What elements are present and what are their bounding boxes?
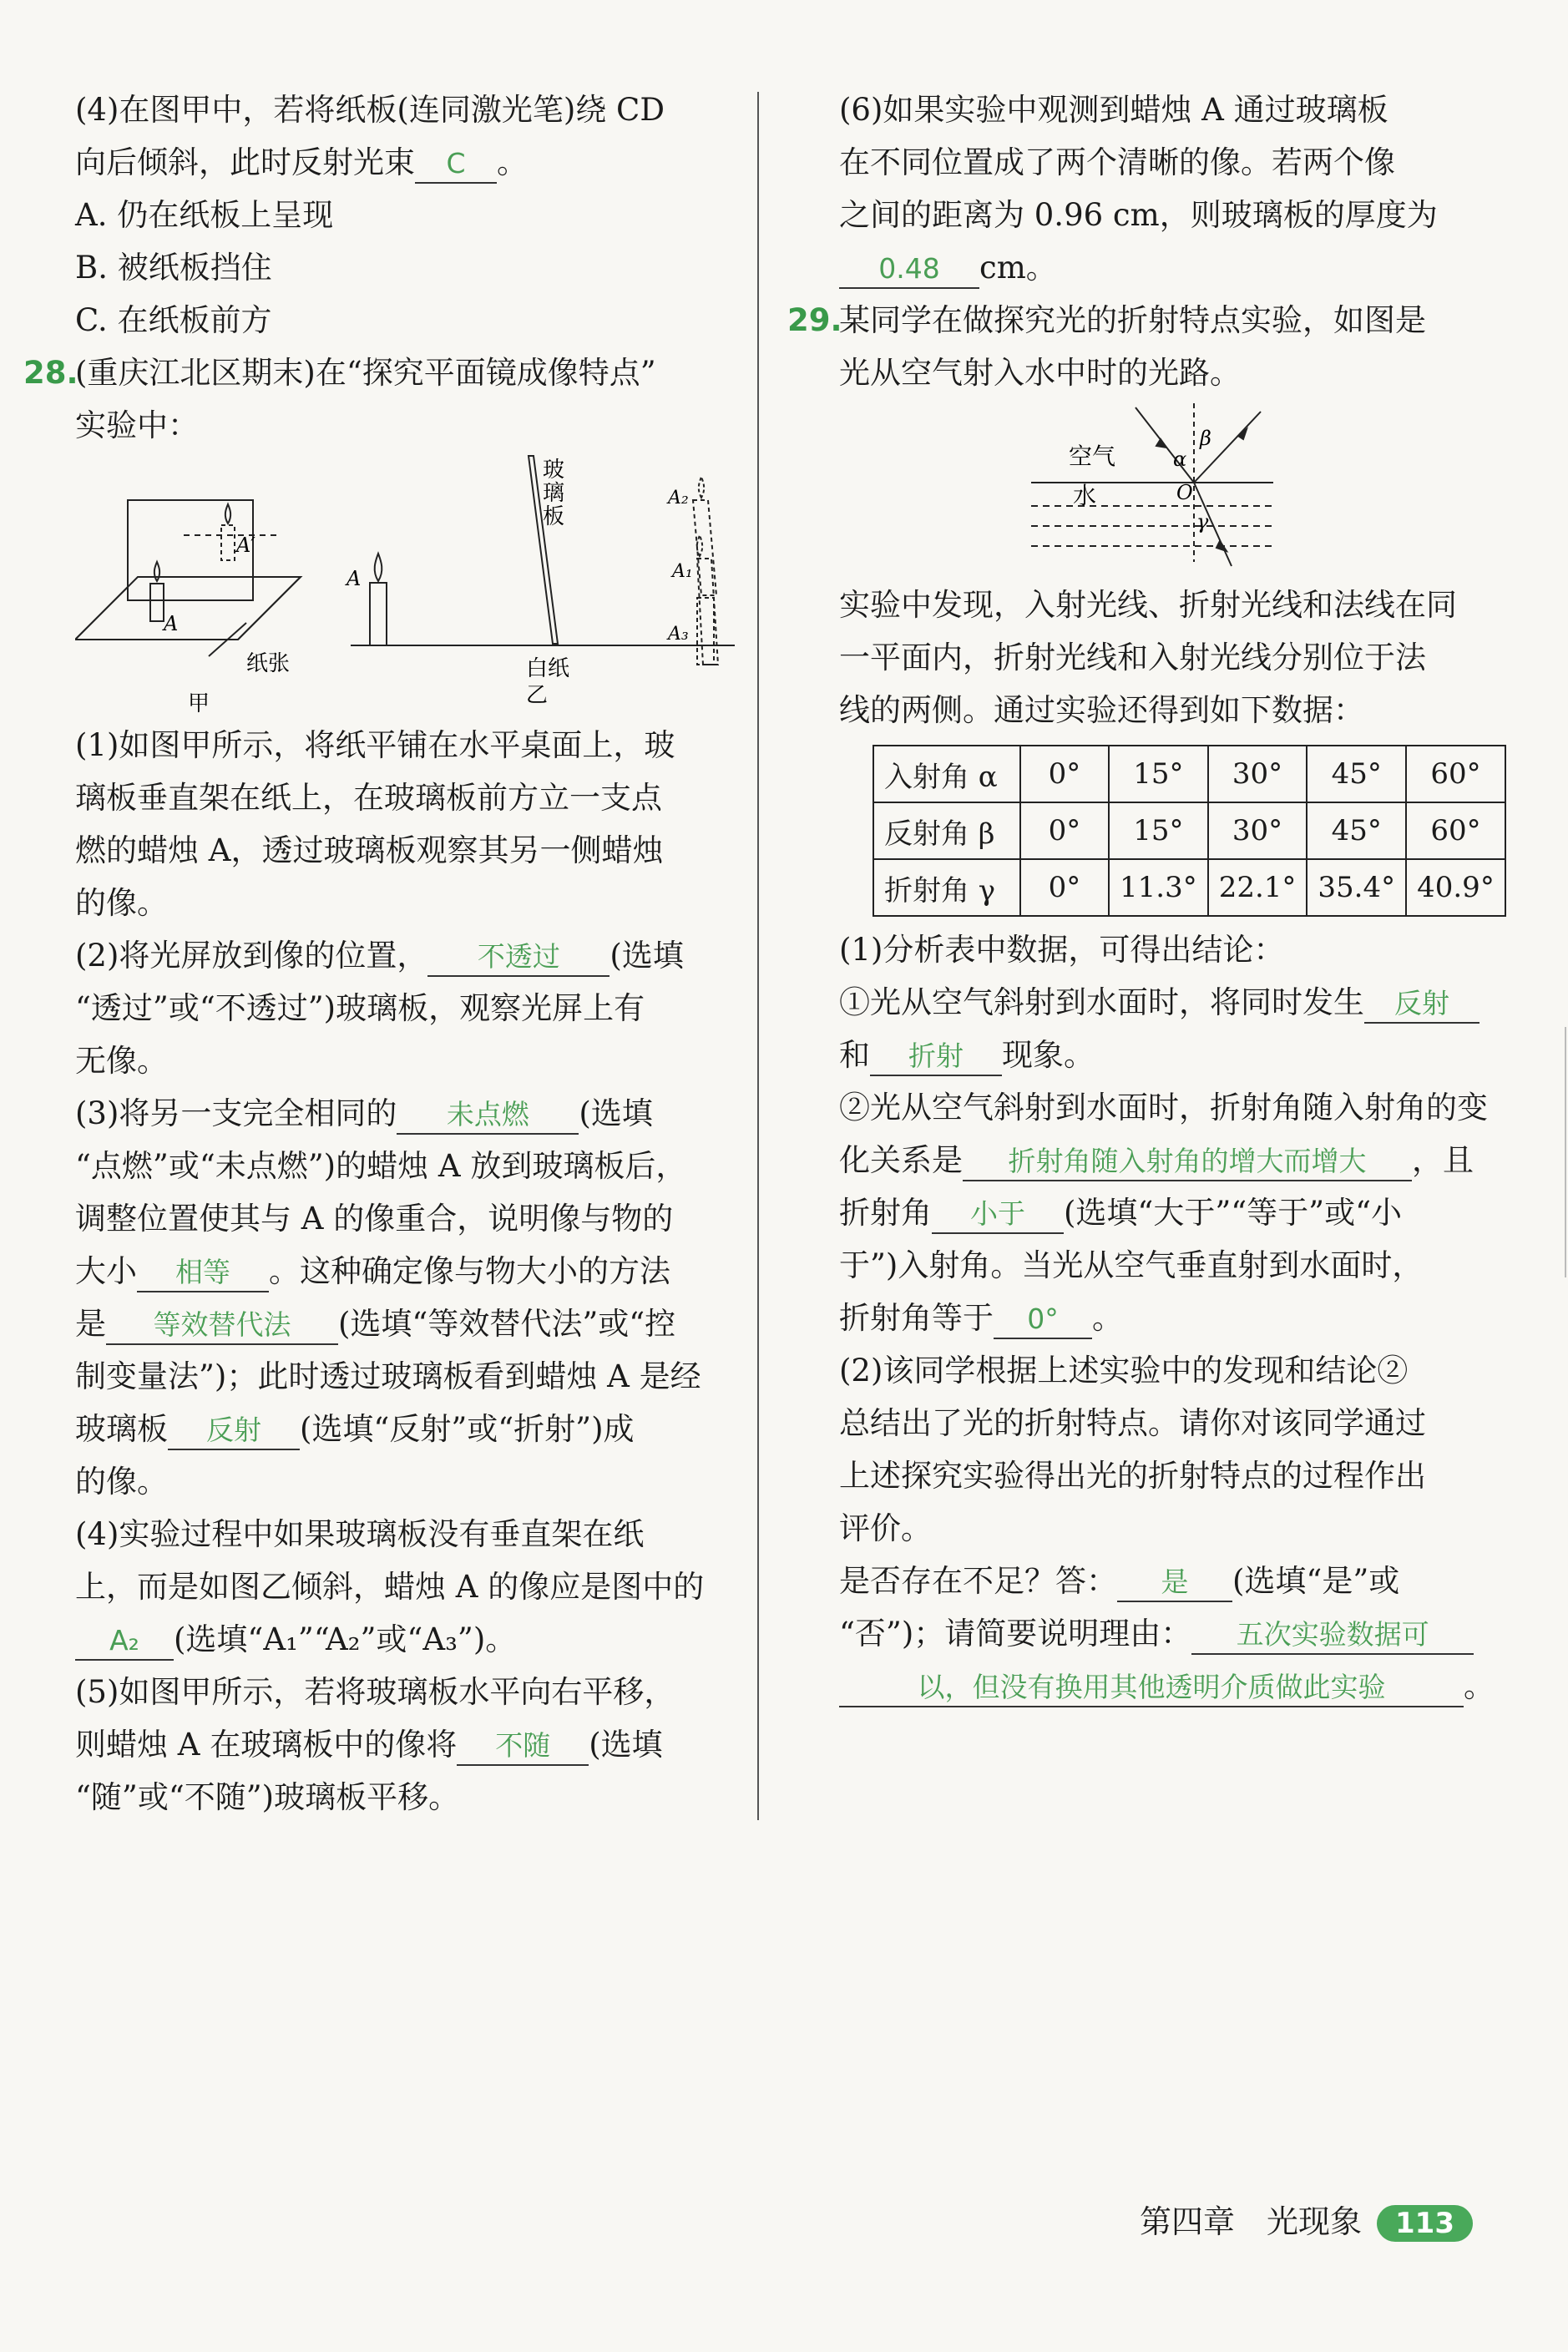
q29-2-line1: (2)该同学根据上述实验中的发现和结论② bbox=[839, 1353, 1409, 1388]
column-divider bbox=[757, 92, 759, 1820]
answer-blank: 折射角随入射角的增大而增大 bbox=[963, 1143, 1412, 1181]
answer-blank: 折射 bbox=[870, 1038, 1002, 1076]
q29-head-line2: 光从空气射入水中时的光路。 bbox=[839, 355, 1241, 391]
table-cell: 22.1° bbox=[1208, 859, 1308, 916]
answer-blank: 五次实验数据可 bbox=[1191, 1616, 1474, 1655]
label-air: 空气 bbox=[1069, 443, 1116, 470]
question-number: 28. bbox=[23, 355, 78, 391]
q29-2-line4: 评价。 bbox=[839, 1510, 932, 1546]
glass-label-1: 玻 bbox=[543, 458, 565, 483]
q28-6-line4: 0.48 cm。 bbox=[839, 241, 1499, 294]
page-footer bbox=[1140, 2196, 1473, 2242]
q28-4-line2: 上，而是如图乙倾斜，蜡烛 A 的像应是图中的 bbox=[75, 1569, 705, 1605]
left-column bbox=[23, 83, 735, 1823]
q29-1-line1: (1)分析表中数据，可得出结论： bbox=[839, 932, 1285, 968]
q28-3-line6: 制变量法”)；此时透过玻璃板看到蜡烛 A 是经 bbox=[75, 1358, 701, 1394]
label-alpha: α bbox=[1173, 448, 1187, 471]
table-cell: 30° bbox=[1208, 746, 1308, 802]
q29-intro-line2: 一平面内，折射光线和入射光线分别位于法 bbox=[839, 640, 1426, 675]
q28-3-line5: 是 等效替代法 (选填“等效替代法”或“控 bbox=[75, 1297, 735, 1350]
row-header: 入射角 α bbox=[873, 746, 1020, 802]
q29-2-line5: 是否存在不足？答： 是 (选填“是”或 bbox=[839, 1555, 1499, 1607]
q28-6-line3: 之间的距离为 0.96 cm，则玻璃板的厚度为 bbox=[839, 197, 1438, 233]
table-row bbox=[873, 802, 1505, 859]
q28-1-line3: 燃的蜡烛 A，透过玻璃板观察其另一侧蜡烛 bbox=[75, 832, 664, 868]
refraction-figure-svg bbox=[839, 399, 1499, 579]
label-white-paper: 白纸 bbox=[526, 656, 570, 681]
right-column bbox=[787, 83, 1499, 1712]
figure-jia-caption: 甲 bbox=[188, 691, 210, 716]
q29-1-line7: 于”)入射角。当光从空气垂直射到水面时， bbox=[839, 1247, 1424, 1283]
page-number: 113 bbox=[1377, 2205, 1473, 2242]
chapter-title: 第四章 光现象 bbox=[1140, 2203, 1363, 2240]
table-cell: 0° bbox=[1020, 859, 1109, 916]
q29-1-line4: ②光从空气斜射到水面时，折射角随入射角的变 bbox=[839, 1090, 1488, 1125]
q28-head-line1: 28.(重庆江北区期末)在“探究平面镜成像特点” bbox=[75, 346, 735, 399]
figure-yi-caption: 乙 bbox=[526, 683, 549, 708]
figure-jia bbox=[75, 500, 301, 656]
page-edge-shadow bbox=[1565, 1027, 1566, 1277]
row-header: 反射角 β bbox=[873, 802, 1020, 859]
answer-blank: 相等 bbox=[137, 1254, 269, 1292]
label-paper: 纸张 bbox=[246, 651, 291, 676]
label-a-prime: A′ bbox=[236, 534, 255, 557]
q29-2-line3: 上述探究实验得出光的折射特点的过程作出 bbox=[839, 1458, 1426, 1494]
answer-blank: 0.48 bbox=[839, 250, 979, 289]
answer-blank: 反射 bbox=[168, 1412, 300, 1450]
table-row bbox=[873, 859, 1505, 916]
answer-blank: 未点燃 bbox=[397, 1096, 579, 1135]
answer-blank: 是 bbox=[1117, 1564, 1232, 1602]
answer-blank: 0° bbox=[994, 1301, 1092, 1339]
q28-2-line2: “透过”或“不透过”)玻璃板，观察光屏上有 bbox=[75, 990, 645, 1026]
label-gamma: γ bbox=[1196, 510, 1209, 534]
answer-blank: 等效替代法 bbox=[106, 1307, 338, 1345]
option-b: B. 被纸板挡住 bbox=[75, 250, 272, 286]
q29-1-line8: 折射角等于 0° 。 bbox=[839, 1292, 1499, 1344]
table-cell: 35.4° bbox=[1307, 859, 1406, 916]
answer-blank: 不随 bbox=[457, 1727, 589, 1766]
table-cell: 45° bbox=[1307, 746, 1406, 802]
q28-3-line4: 大小 相等 。这种确定像与物大小的方法 bbox=[75, 1245, 735, 1297]
mirror-figure bbox=[75, 452, 735, 719]
table-cell: 11.3° bbox=[1109, 859, 1208, 916]
answer-blank: 以，但没有换用其他透明介质做此实验 bbox=[839, 1669, 1464, 1707]
refraction-figure bbox=[839, 399, 1499, 579]
question-number: 29. bbox=[787, 302, 842, 338]
label-water: 水 bbox=[1073, 482, 1097, 509]
table-cell: 0° bbox=[1020, 746, 1109, 802]
q28-3-line3: 调整位置使其与 A 的像重合，说明像与物的 bbox=[75, 1201, 674, 1237]
label-o: O bbox=[1176, 481, 1193, 504]
q27-4-line2: 向后倾斜，此时反射光束 C 。 bbox=[75, 136, 735, 189]
label-a-candle: A bbox=[346, 567, 362, 590]
answer-blank: 反射 bbox=[1364, 985, 1479, 1024]
q28-1-line2: 璃板垂直架在纸上，在玻璃板前方立一支点 bbox=[75, 780, 662, 816]
q29-intro-line1: 实验中发现，入射光线、折射光线和法线在同 bbox=[839, 587, 1457, 623]
q29-intro-line3: 线的两侧。通过实验还得到如下数据： bbox=[839, 692, 1364, 728]
q28-5-line3: “随”或“不随”)玻璃板平移。 bbox=[75, 1779, 460, 1815]
q29-1-line5: 化关系是 折射角随入射角的增大而增大 ，且 bbox=[839, 1134, 1499, 1186]
table-cell: 15° bbox=[1109, 802, 1208, 859]
row-header: 折射角 γ bbox=[873, 859, 1020, 916]
q28-4-line3: A₂ (选填“A₁”“A₂”或“A₃”)。 bbox=[75, 1613, 735, 1666]
q28-3-line1: (3)将另一支完全相同的 未点燃 (选填 bbox=[75, 1087, 735, 1140]
q28-1-line4: 的像。 bbox=[75, 885, 168, 921]
q28-1-line1: (1)如图甲所示，将纸平铺在水平桌面上，玻 bbox=[75, 727, 675, 763]
q28-head-line2: 实验中： bbox=[75, 407, 199, 443]
q28-2-line3: 无像。 bbox=[75, 1043, 168, 1079]
q28-3-line2: “点燃”或“未点燃”)的蜡烛 A 放到玻璃板后， bbox=[75, 1148, 687, 1184]
q29-2-line6: “否”)；请简要说明理由： 五次实验数据可 bbox=[839, 1607, 1499, 1660]
q29-1-line3: 和 折射 现象。 bbox=[839, 1029, 1499, 1081]
q28-3-line8: 的像。 bbox=[75, 1464, 168, 1500]
table-cell: 60° bbox=[1406, 746, 1505, 802]
q29-2-line2: 总结出了光的折射特点。请你对该同学通过 bbox=[839, 1405, 1426, 1441]
option-a: A. 仍在纸板上呈现 bbox=[75, 197, 334, 233]
q28-2-line1: (2)将光屏放到像的位置， 不透过 (选填 bbox=[75, 929, 735, 982]
table-cell: 60° bbox=[1406, 802, 1505, 859]
answer-blank: 小于 bbox=[932, 1196, 1064, 1234]
q29-2-line7: 以，但没有换用其他透明介质做此实验 。 bbox=[839, 1660, 1499, 1712]
answer-blank: A₂ bbox=[75, 1622, 174, 1661]
q28-5-line1: (5)如图甲所示，若将玻璃板水平向右平移， bbox=[75, 1674, 675, 1710]
q27-4-line1: (4)在图甲中，若将纸板(连同激光笔)绕 CD bbox=[75, 92, 665, 128]
glass-label-2: 璃 bbox=[543, 481, 565, 506]
q29-1-line6: 折射角 小于 (选填“大于”“等于”或“小 bbox=[839, 1186, 1499, 1239]
q28-3-line7: 玻璃板 反射 (选填“反射”或“折射”)成 bbox=[75, 1403, 735, 1455]
q29-head-line1: 29.某同学在做探究光的折射特点实验，如图是 bbox=[839, 294, 1499, 346]
mirror-figure-svg bbox=[75, 452, 735, 719]
label-a3: A₃ bbox=[668, 624, 689, 645]
label-a2: A₂ bbox=[668, 488, 689, 508]
angle-data-table bbox=[873, 745, 1506, 917]
option-c: C. 在纸板前方 bbox=[75, 302, 272, 338]
q29-1-line2: ①光从空气斜射到水面时，将同时发生 反射 bbox=[839, 976, 1499, 1029]
table-cell: 15° bbox=[1109, 746, 1208, 802]
table-row bbox=[873, 746, 1505, 802]
q28-6-line1: (6)如果实验中观测到蜡烛 A 通过玻璃板 bbox=[839, 92, 1388, 128]
label-a1: A₁ bbox=[672, 561, 693, 582]
q28-5-line2: 则蜡烛 A 在玻璃板中的像将 不随 (选填 bbox=[75, 1718, 735, 1771]
answer-blank: C bbox=[415, 145, 497, 184]
q28-4-line1: (4)实验过程中如果玻璃板没有垂直架在纸 bbox=[75, 1516, 645, 1552]
label-beta: β bbox=[1200, 427, 1211, 450]
q28-6-line2: 在不同位置成了两个清晰的像。若两个像 bbox=[839, 144, 1395, 180]
table-cell: 0° bbox=[1020, 802, 1109, 859]
label-a: A bbox=[164, 612, 179, 635]
answer-blank: 不透过 bbox=[427, 938, 609, 977]
table-cell: 30° bbox=[1208, 802, 1308, 859]
table-cell: 45° bbox=[1307, 802, 1406, 859]
glass-label-3: 板 bbox=[543, 504, 565, 529]
table-cell: 40.9° bbox=[1406, 859, 1505, 916]
